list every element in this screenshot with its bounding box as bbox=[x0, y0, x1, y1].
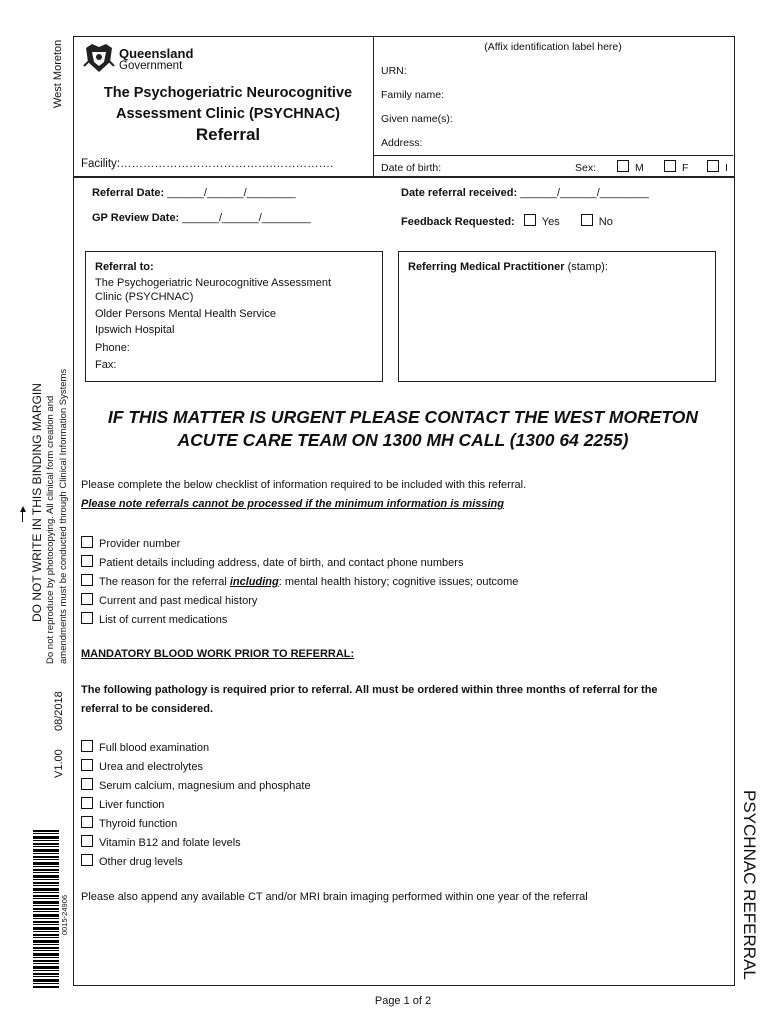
checklist-item[interactable] bbox=[81, 536, 180, 550]
practitioner-label bbox=[408, 261, 608, 273]
form-title-line1: The Psychogeriatric Neurocognitive bbox=[103, 85, 353, 101]
option-label: I bbox=[725, 162, 728, 174]
referral-to-line2: Clinic (PSYCHNAC) bbox=[95, 291, 194, 303]
bloodwork-heading: MANDATORY BLOOD WORK PRIOR TO REFERRAL: bbox=[81, 648, 355, 660]
feedback-label: Feedback Requested: bbox=[401, 216, 515, 228]
feedback-yes-checkbox[interactable] bbox=[524, 214, 536, 226]
feedback-yes-label: Yes bbox=[541, 216, 560, 228]
checkbox[interactable] bbox=[617, 160, 629, 172]
checkbox[interactable] bbox=[81, 778, 93, 790]
practitioner-stamp-text: (stamp): bbox=[567, 261, 608, 273]
form-title-line2: Assessment Clinic (PSYCHNAC) bbox=[116, 106, 340, 122]
referral-to-line3: Older Persons Mental Health Service bbox=[95, 308, 276, 320]
facility-field[interactable]: Facility:………………………………….……………. bbox=[81, 158, 334, 170]
header-left-box bbox=[73, 36, 374, 178]
feedback-no-label: No bbox=[598, 216, 613, 228]
referral-date-field[interactable] bbox=[92, 187, 296, 199]
checklist-item[interactable] bbox=[81, 612, 227, 626]
address-field[interactable]: Address: bbox=[381, 137, 423, 149]
bloodwork-item-label: Thyroid function bbox=[99, 818, 178, 830]
bloodwork-item-label: Serum calcium, magnesium and phosphate bbox=[99, 780, 311, 792]
date-received-field[interactable] bbox=[401, 187, 649, 199]
bloodwork-intro-2: referral to be considered. bbox=[81, 703, 214, 715]
feedback-requested bbox=[401, 214, 613, 228]
district-label: West Moreton bbox=[52, 39, 64, 108]
checkbox[interactable] bbox=[81, 797, 93, 809]
referral-to-phone[interactable]: Phone: bbox=[95, 342, 130, 354]
arrow-line bbox=[22, 512, 23, 522]
checklist-item-emphasis: including bbox=[229, 576, 279, 588]
referral-date-label: Referral Date: bbox=[92, 187, 165, 199]
urgent-notice-line1: IF THIS MATTER IS URGENT PLEASE CONTACT THE WEST MORETON bbox=[107, 407, 699, 427]
id-panel bbox=[373, 36, 735, 178]
gp-review-blank: ______/______/________ bbox=[182, 212, 311, 224]
date-received-blank: ______/______/________ bbox=[520, 187, 649, 199]
referral-to-fax[interactable]: Fax: bbox=[95, 359, 117, 371]
affix-label: (Affix identification label here) bbox=[484, 41, 622, 53]
gp-review-label: GP Review Date: bbox=[92, 212, 180, 224]
sex-label: Sex: bbox=[575, 162, 597, 174]
checklist-item-label: Patient details including address, date of birth, and contact phone numbers bbox=[99, 557, 464, 569]
bloodwork-item-label: Full blood examination bbox=[99, 742, 210, 754]
barcode bbox=[33, 830, 59, 988]
urn-field[interactable]: URN: bbox=[381, 65, 407, 77]
feedback-no-checkbox[interactable] bbox=[581, 214, 593, 226]
sex-option-f[interactable] bbox=[664, 160, 688, 174]
checklist-intro: Please complete the below checklist of information required to be included with this referral. bbox=[81, 479, 527, 491]
bloodwork-item[interactable] bbox=[81, 759, 203, 773]
bloodwork-item[interactable] bbox=[81, 835, 241, 849]
bloodwork-item[interactable] bbox=[81, 797, 164, 811]
checkbox[interactable] bbox=[81, 835, 93, 847]
checklist-note: Please note referrals cannot be processed if the minimum information is missing bbox=[81, 498, 505, 510]
family-name-field[interactable]: Family name: bbox=[381, 89, 445, 101]
checklist-item-label: List of current medications bbox=[99, 614, 228, 626]
date-received-label: Date referral received: bbox=[401, 187, 518, 199]
checklist-item[interactable] bbox=[81, 574, 518, 588]
bloodwork-item-label: Vitamin B12 and folate levels bbox=[99, 837, 241, 849]
referral-to-line4: Ipswich Hospital bbox=[95, 324, 175, 336]
barcode-number: 0015-24906 bbox=[60, 894, 69, 935]
sex-option-i[interactable] bbox=[707, 160, 728, 174]
checkbox[interactable] bbox=[81, 854, 93, 866]
form-name: Referral bbox=[195, 125, 261, 144]
reproduce-warning-2: amendments must be conducted through Clinical Information Systems bbox=[58, 368, 69, 664]
checkbox[interactable] bbox=[81, 740, 93, 752]
version-label: V1.00 bbox=[53, 749, 65, 778]
referral-date-blank: ______/______/________ bbox=[167, 187, 296, 199]
checkbox[interactable] bbox=[81, 759, 93, 771]
page-number: Page 1 of 2 bbox=[374, 995, 432, 1007]
checkbox[interactable] bbox=[81, 593, 93, 605]
practitioner-label-text: Referring Medical Practitioner bbox=[408, 261, 565, 273]
checklist-item-label: Current and past medical history bbox=[99, 595, 258, 607]
checkbox[interactable] bbox=[81, 612, 93, 624]
bloodwork-item-label: Urea and electrolytes bbox=[99, 761, 203, 773]
bloodwork-item[interactable] bbox=[81, 816, 177, 830]
bloodwork-intro-1: The following pathology is required prior to referral. All must be ordered within three months of referral for the bbox=[81, 684, 658, 696]
referral-to-line1: The Psychogeriatric Neurocognitive Assessment bbox=[95, 277, 331, 289]
urgent-notice-line2: ACUTE CARE TEAM ON 1300 MH CALL (1300 64 2255) bbox=[177, 430, 629, 450]
checklist-item[interactable] bbox=[81, 593, 257, 607]
bloodwork-item[interactable] bbox=[81, 740, 209, 754]
option-label: M bbox=[635, 162, 644, 174]
checkbox[interactable] bbox=[81, 816, 93, 828]
checklist-item[interactable] bbox=[81, 555, 463, 569]
logo-government: Government bbox=[119, 60, 183, 72]
sex-option-m[interactable] bbox=[617, 160, 644, 174]
side-form-title: PSYCHNAC REFERRAL bbox=[740, 790, 759, 980]
checklist-item-label: Provider number bbox=[99, 538, 181, 550]
bloodwork-item[interactable] bbox=[81, 778, 311, 792]
id-panel-divider bbox=[374, 155, 733, 156]
dob-field[interactable]: Date of birth: bbox=[381, 162, 442, 174]
arrow-up-icon bbox=[20, 506, 26, 512]
date-label: 08/2018 bbox=[53, 691, 65, 731]
checkbox[interactable] bbox=[707, 160, 719, 172]
checklist-item-label: The reason for the referral bbox=[99, 576, 230, 588]
referral-to-heading: Referral to: bbox=[95, 261, 154, 273]
checkbox[interactable] bbox=[81, 555, 93, 567]
bloodwork-item-label: Liver function bbox=[99, 799, 165, 811]
imaging-note: Please also append any available CT and/or MRI brain imaging performed within one year of the referral bbox=[81, 891, 588, 903]
logo-queensland: Queensland bbox=[119, 46, 194, 61]
bloodwork-item-label: Other drug levels bbox=[99, 856, 183, 868]
reproduce-warning-1: Do not reproduce by photocopying. All clinical form creation and bbox=[45, 395, 56, 664]
gp-review-date-field[interactable] bbox=[92, 212, 311, 224]
checkbox[interactable] bbox=[81, 574, 93, 586]
bloodwork-item[interactable] bbox=[81, 854, 183, 868]
given-names-field[interactable]: Given name(s): bbox=[381, 113, 453, 125]
checkbox[interactable] bbox=[81, 536, 93, 548]
checkbox[interactable] bbox=[664, 160, 676, 172]
option-label: F bbox=[682, 162, 689, 174]
checklist-item-label: : mental health history; cognitive issues; outcome bbox=[278, 576, 519, 588]
binding-margin-warning: DO NOT WRITE IN THIS BINDING MARGIN bbox=[30, 383, 44, 622]
